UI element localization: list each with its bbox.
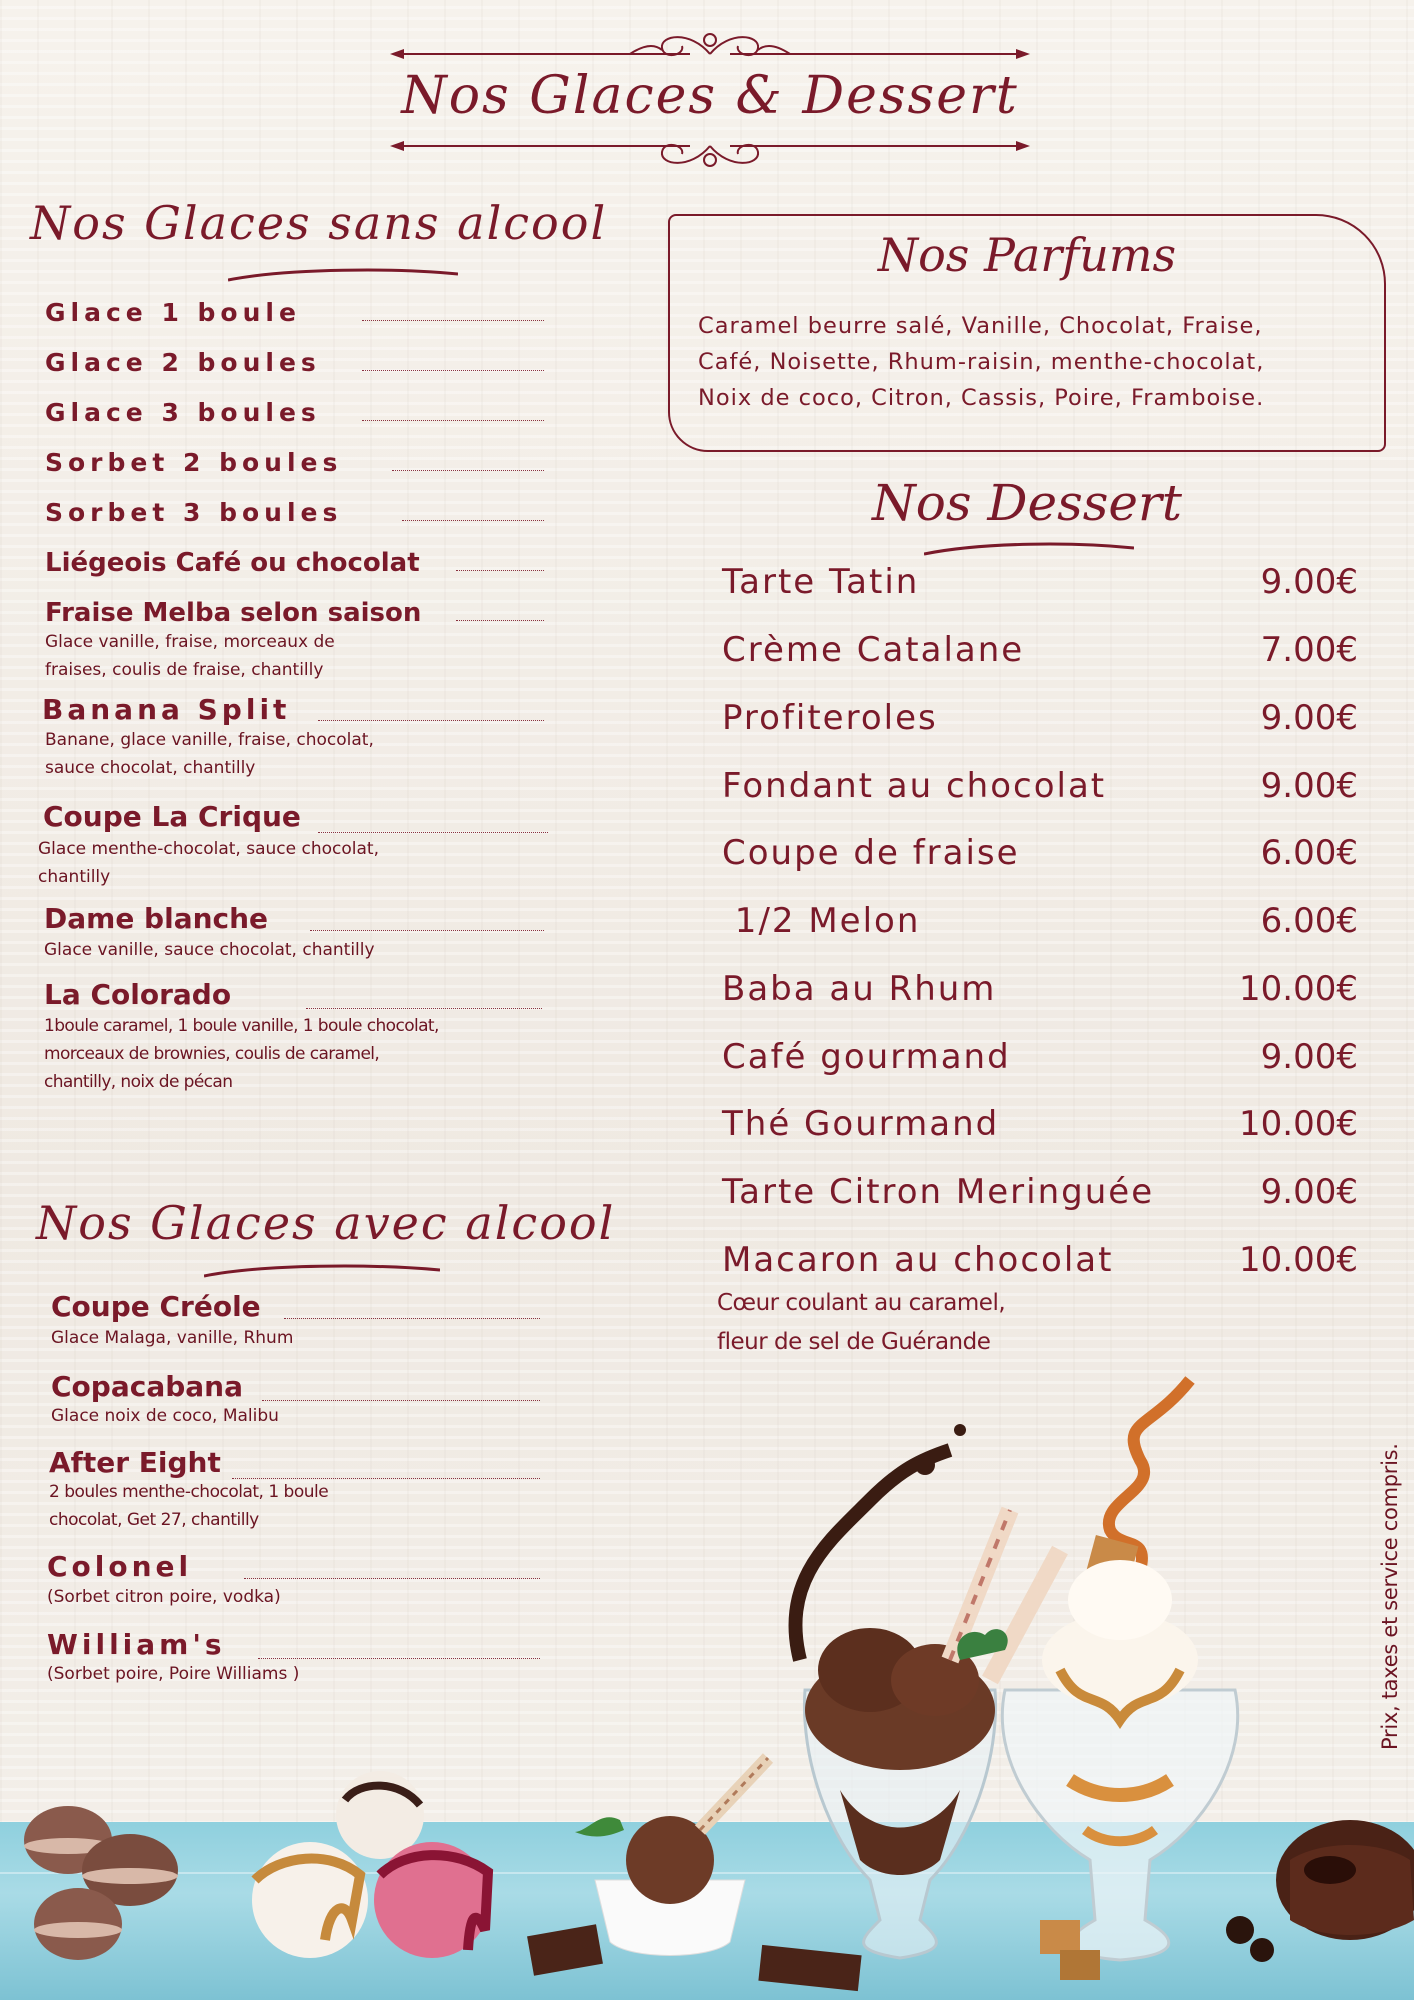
dessert-price: 6.00€ [1260,901,1358,941]
menu-item-name: Coupe La Crique [43,800,301,833]
description-line: Glace menthe-chocolat, sauce chocolat, [38,839,379,859]
parfums-line: Caramel beurre salé, Vanille, Chocolat, Fraise, [698,313,1263,339]
dessert-price: 9.00€ [1260,698,1358,738]
description-line: chocolat, Get 27, chantilly [49,1510,259,1530]
dessert-note [717,1284,1005,1362]
menu-item-name: Sorbet 2 boules [45,448,343,477]
dessert-price: 10.00€ [1239,1240,1358,1280]
dessert-price: 9.00€ [1260,1172,1358,1212]
menu-item-name: Sorbet 3 boules [45,498,343,527]
dessert-name: Baba au Rhum [722,969,997,1009]
dessert-price: 9.00€ [1260,562,1358,602]
dessert-price: 10.00€ [1239,1104,1358,1144]
dessert-name: Thé Gourmand [722,1104,1000,1144]
ice-cream-scoops-image [252,1771,490,1958]
macarons-image [24,1806,178,1960]
lava-cake-image [1226,1820,1414,1962]
menu-item-name: William's [47,1628,226,1661]
description-line: 1boule caramel, 1 boule vanille, 1 boule chocolat, [44,1016,439,1036]
dessert-price: 7.00€ [1260,630,1358,670]
menu-item-name: Liégeois Café ou chocolat [45,548,420,578]
description-line: chantilly [38,867,111,887]
menu-item-name: Copacabana [51,1370,243,1403]
description-line: chantilly, noix de pécan [44,1072,233,1092]
menu-item-name: Dame blanche [44,902,269,935]
dessert-title: Nos Dessert [872,474,1182,532]
section-title-avec-alcool: Nos Glaces avec alcool [36,1196,616,1250]
dessert-illustration [0,1360,1414,2000]
dessert-name: Tarte Citron Meringuée [722,1172,1155,1212]
dessert-name: Coupe de fraise [722,833,1020,873]
dessert-price: 9.00€ [1260,766,1358,806]
description-line: (Sorbet citron poire, vodka) [47,1587,281,1607]
description-line: 2 boules menthe-chocolat, 1 boule [49,1482,329,1502]
dessert-name: Café gourmand [722,1037,1011,1077]
dessert-name: Macaron au chocolat [722,1240,1114,1280]
menu-item-name: La Colorado [44,978,232,1011]
description-line: fleur de sel de Guérande [717,1329,991,1355]
parfums-line: Noix de coco, Citron, Cassis, Poire, Framboise. [698,385,1265,411]
dessert-price: 6.00€ [1260,833,1358,873]
menu-item-name: Banana Split [42,693,291,726]
dessert-name: Profiteroles [722,698,938,738]
description-line: sauce chocolat, chantilly [45,758,256,778]
description-line: Glace vanille, sauce chocolat, chantilly [44,940,375,960]
menu-item-name: Coupe Créole [51,1290,261,1323]
menu-item-name: Glace 1 boule [45,298,301,327]
page-title: Nos Glaces & Dessert [401,66,1019,126]
dessert-name: Crème Catalane [722,630,1025,670]
description-line: Cœur coulant au caramel, [717,1290,1006,1316]
description-line: Glace noix de coco, Malibu [51,1406,279,1426]
menu-item-name: Glace 2 boules [45,348,321,377]
dessert-price: 10.00€ [1239,969,1358,1009]
parfums-title: Nos Parfums [877,228,1177,282]
parfums-line: Café, Noisette, Rhum-raisin, menthe-chocolat, [698,349,1265,375]
caramel-sundae-image [1002,1380,1237,1980]
price-footnote: Prix, taxes et service compris. [1378,1443,1402,1750]
menu-item-name: Colonel [47,1550,193,1583]
description-line: Banane, glace vanille, fraise, chocolat, [45,730,374,750]
description-line: morceaux de brownies, coulis de caramel, [44,1044,380,1064]
chocolate-scoop-bowl-image [527,1758,768,1976]
dessert-name: 1/2 Melon [722,901,921,941]
description-line: fraises, coulis de fraise, chantilly [45,660,324,680]
dessert-price: 9.00€ [1260,1037,1358,1077]
description-line: Glace vanille, fraise, morceaux de [45,632,335,652]
menu-item-name: Fraise Melba selon saison [45,598,422,628]
menu-item-name: Glace 3 boules [45,398,321,427]
description-line: Glace Malaga, vanille, Rhum [51,1328,294,1348]
description-line: (Sorbet poire, Poire Williams ) [47,1664,300,1684]
section-title-sans-alcool: Nos Glaces sans alcool [30,196,608,250]
dessert-name: Fondant au chocolat [722,766,1107,806]
menu-item-name: After Eight [49,1446,221,1479]
dessert-name: Tarte Tatin [722,562,920,602]
